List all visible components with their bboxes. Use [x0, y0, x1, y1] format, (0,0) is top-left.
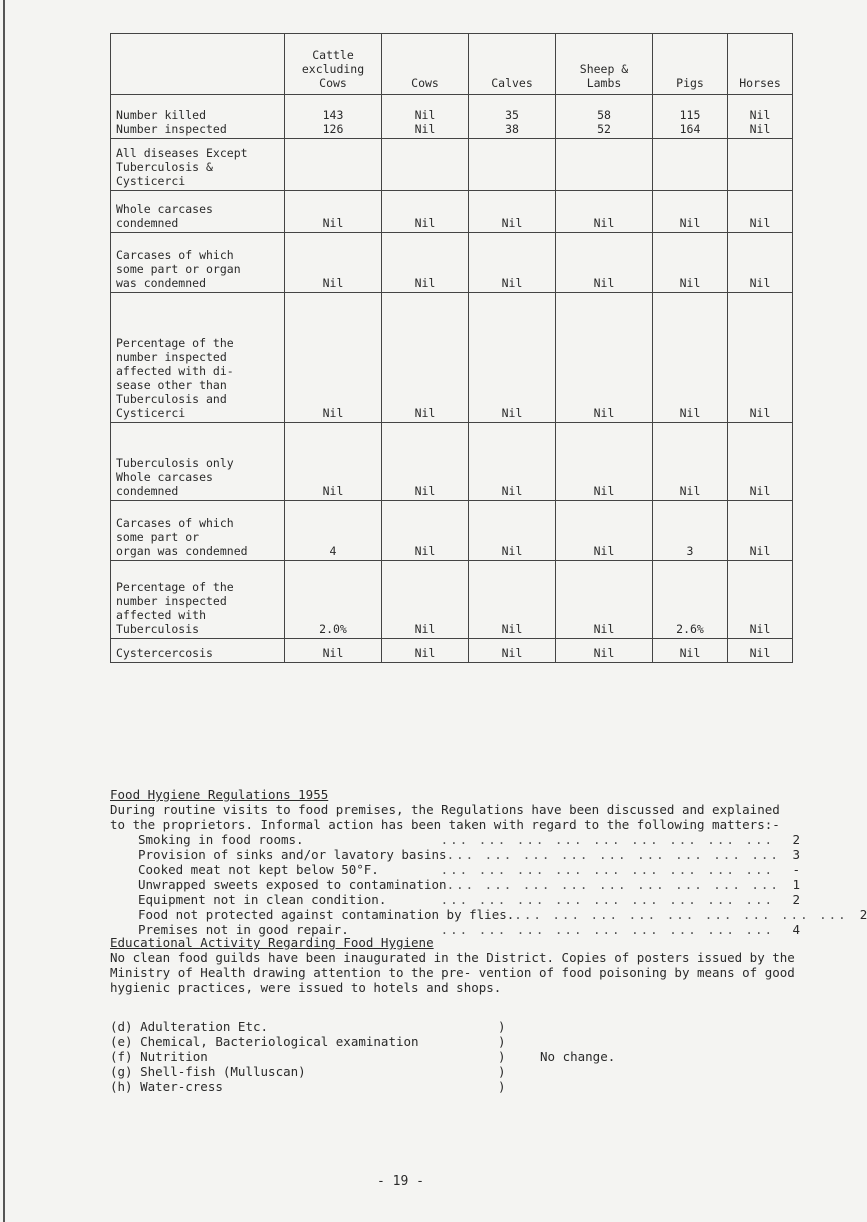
- table-cell: Nil: [469, 501, 556, 561]
- table-cell: Nil: [382, 293, 469, 423]
- table-cell: 2.6%: [653, 561, 728, 639]
- row-label: Whole carcases condemned: [111, 191, 285, 233]
- table-cell: Nil: [728, 293, 793, 423]
- table-header-cell: Sheep & Lambs: [556, 34, 653, 95]
- table-cell: Nil: [556, 501, 653, 561]
- education-body: No clean food guilds have been inaugurated in the District. Copies of posters issued by the Ministry of Health drawing attention to the pre- vention of food poisoning by means of good hygienic practices, were issued to hotels and shops.: [110, 950, 795, 995]
- table-cell: Nil: [382, 561, 469, 639]
- matter-count: 2: [859, 907, 867, 922]
- table-header-cell: Calves: [469, 34, 556, 95]
- table-cell: Nil: [556, 233, 653, 293]
- table-cell: [728, 139, 793, 191]
- dot-leader: ... ... ... ... ... ... ... ... ...: [440, 862, 774, 877]
- table-cell: Nil: [556, 293, 653, 423]
- matter-item: [110, 832, 800, 847]
- table-cell: Nil: [469, 561, 556, 639]
- row-label: Tuberculosis only Whole carcases condemned: [111, 423, 285, 501]
- table-cell: 2.0%: [285, 561, 382, 639]
- matter-count: -: [792, 862, 800, 877]
- matter-count: 2: [792, 892, 800, 907]
- page-edge-line: [3, 0, 5, 1222]
- row-label: Percentage of the number inspected affected with di- sease other than Tuberculosis and Cysticerci: [111, 293, 285, 423]
- table-cell: Nil: [382, 233, 469, 293]
- table-row: [111, 561, 793, 639]
- table-cell: 115 164: [653, 95, 728, 139]
- table-cell: 3: [653, 501, 728, 561]
- table-cell: Nil: [728, 191, 793, 233]
- table-cell: Nil: [728, 639, 793, 663]
- other-items-list: [110, 1019, 419, 1094]
- list-item: (g) Shell-fish (Mulluscan): [110, 1064, 306, 1079]
- table-header-cell: Cattle excluding Cows: [285, 34, 382, 95]
- list-item: (h) Water-cress: [110, 1079, 223, 1094]
- education-heading: Educational Activity Regarding Food Hygiene: [110, 935, 434, 950]
- table-cell: Nil: [469, 233, 556, 293]
- table-cell: Nil: [469, 423, 556, 501]
- table-cell: Nil: [653, 423, 728, 501]
- table-cell: Nil: [556, 639, 653, 663]
- food-hygiene-heading: Food Hygiene Regulations 1955: [110, 787, 329, 802]
- matter-text: Food not protected against contamination by flies.: [138, 907, 515, 922]
- table-cell: Nil: [469, 639, 556, 663]
- table-cell: Nil: [728, 233, 793, 293]
- matter-count: 1: [792, 877, 800, 892]
- dot-leader: ... ... ... ... ... ... ... ... ...: [446, 847, 780, 862]
- table-cell: Nil: [382, 501, 469, 561]
- dot-leader: ... ... ... ... ... ... ... ... ...: [440, 922, 774, 937]
- matter-text: Provision of sinks and/or lavatory basins: [138, 847, 447, 862]
- row-label: All diseases Except Tuberculosis & Cysticerci: [111, 139, 285, 191]
- table-cell: Nil Nil: [728, 95, 793, 139]
- matter-text: Cooked meat not kept below 50°F.: [138, 862, 379, 877]
- table-row: [111, 293, 793, 423]
- table-cell: Nil: [653, 293, 728, 423]
- table-row: [111, 191, 793, 233]
- matter-item: [110, 862, 800, 877]
- row-label: Carcases of which some part or organ was condemned: [111, 501, 285, 561]
- matter-text: Premises not in good repair.: [138, 922, 349, 937]
- dot-leader: ... ... ... ... ... ... ... ... ...: [514, 907, 848, 922]
- table-cell: Nil: [556, 191, 653, 233]
- matter-item: [110, 892, 800, 907]
- education-section: [110, 935, 800, 995]
- table-header-cell: Cows: [382, 34, 469, 95]
- table-row: [111, 639, 793, 663]
- list-item: (f) Nutrition: [110, 1049, 208, 1064]
- matter-count: 3: [792, 847, 800, 862]
- table-cell: 143 126: [285, 95, 382, 139]
- dot-leader: ... ... ... ... ... ... ... ... ...: [440, 832, 774, 847]
- table-header-cell: Pigs: [653, 34, 728, 95]
- matter-count: 2: [792, 832, 800, 847]
- page-number: - 19 -: [377, 1174, 424, 1189]
- table-cell: Nil: [653, 639, 728, 663]
- closing-brackets: ) ) ) ) ): [498, 1019, 506, 1094]
- table-cell: Nil: [653, 233, 728, 293]
- table-cell: Nil: [556, 423, 653, 501]
- table-cell: 58 52: [556, 95, 653, 139]
- list-item: (e) Chemical, Bacteriological examination: [110, 1034, 419, 1049]
- table-cell: Nil: [382, 191, 469, 233]
- table-cell: Nil: [285, 423, 382, 501]
- table-cell: 4: [285, 501, 382, 561]
- matter-text: Equipment not in clean condition.: [138, 892, 387, 907]
- table-header-row: [111, 34, 793, 95]
- matter-item: [110, 877, 800, 892]
- no-change-note: No change.: [540, 1049, 616, 1064]
- table-cell: Nil: [285, 639, 382, 663]
- matter-item: [110, 907, 867, 922]
- table-header-cell: [111, 34, 285, 95]
- row-label: Percentage of the number inspected affected with Tuberculosis: [111, 561, 285, 639]
- table-row: [111, 139, 793, 191]
- matter-count: 4: [792, 922, 800, 937]
- list-item: (d) Adulteration Etc.: [110, 1019, 269, 1034]
- table-cell: Nil: [728, 561, 793, 639]
- matter-text: Unwrapped sweets exposed to contamination: [138, 877, 447, 892]
- table-cell: [469, 139, 556, 191]
- table-cell: Nil: [556, 561, 653, 639]
- table-cell: 35 38: [469, 95, 556, 139]
- table-cell: Nil Nil: [382, 95, 469, 139]
- row-label: Cystercercosis: [111, 639, 285, 663]
- table-header-cell: Horses: [728, 34, 793, 95]
- table-cell: [285, 139, 382, 191]
- table-cell: Nil: [285, 233, 382, 293]
- meat-inspection-table: [110, 33, 793, 663]
- table-cell: Nil: [728, 501, 793, 561]
- table-cell: [653, 139, 728, 191]
- row-label: Carcases of which some part or organ was condemned: [111, 233, 285, 293]
- matters-list: [110, 832, 867, 937]
- food-hygiene-section: [110, 787, 867, 937]
- dot-leader: ... ... ... ... ... ... ... ... ...: [440, 892, 774, 907]
- table-cell: Nil: [653, 191, 728, 233]
- table-row: [111, 233, 793, 293]
- row-label: Number killed Number inspected: [111, 95, 285, 139]
- table-cell: Nil: [382, 423, 469, 501]
- table-row: [111, 501, 793, 561]
- table-cell: Nil: [469, 191, 556, 233]
- table-row: [111, 95, 793, 139]
- table-cell: Nil: [469, 293, 556, 423]
- table-cell: [556, 139, 653, 191]
- table-row: [111, 423, 793, 501]
- table-cell: Nil: [728, 423, 793, 501]
- table-cell: [382, 139, 469, 191]
- dot-leader: ... ... ... ... ... ... ... ... ...: [446, 877, 780, 892]
- matter-text: Smoking in food rooms.: [138, 832, 304, 847]
- table-cell: Nil: [285, 191, 382, 233]
- table-cell: Nil: [285, 293, 382, 423]
- matter-item: [110, 847, 800, 862]
- table-cell: Nil: [382, 639, 469, 663]
- food-hygiene-intro: During routine visits to food premises, the Regulations have been discussed and explained to the proprietors. Informal action has been taken with regard to the following matters:-: [110, 802, 780, 832]
